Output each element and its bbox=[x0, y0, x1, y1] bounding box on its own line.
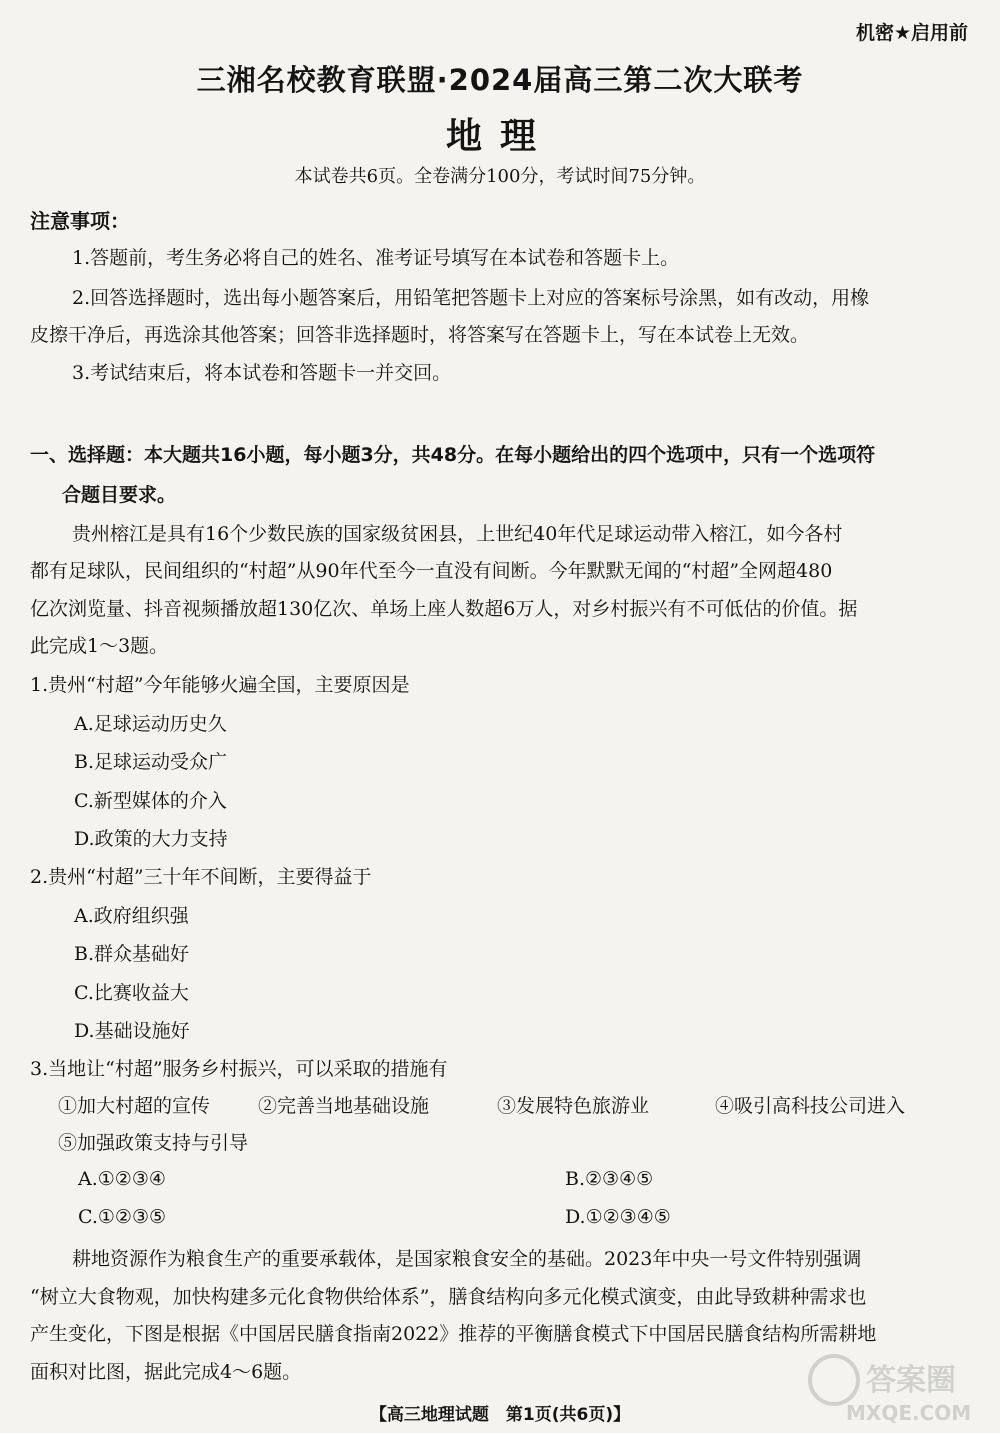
question-1-option-a: A.足球运动历史久 bbox=[74, 713, 227, 735]
question-3-measure-3: ③发展特色旅游业 bbox=[497, 1095, 650, 1117]
exam-info: 本试卷共6页。全卷满分100分，考试时间75分钟。 bbox=[294, 166, 706, 187]
passage-1-line-1: 贵州榕江是具有16个少数民族的国家级贫困县，上世纪40年代足球运动带入榕江，如今各村 bbox=[72, 523, 843, 545]
passage-2-line-1: 耕地资源作为粮食生产的重要承载体，是国家粮食安全的基础。2023年中央一号文件特别强调 bbox=[72, 1248, 862, 1270]
question-3-option-b: B.②③④⑤ bbox=[565, 1168, 654, 1190]
section-heading-line-1: 一、选择题：本大题共16小题，每小题3分，共48分。在每小题给出的四个选项中，只有一个选项符 bbox=[30, 444, 876, 466]
question-2-stem: 2.贵州“村超”三十年不间断，主要得益于 bbox=[30, 866, 372, 888]
section-heading-line-2: 合题目要求。 bbox=[62, 484, 177, 506]
watermark-text: 答案圈 bbox=[866, 1363, 956, 1398]
passage-2-line-4: 面积对比图，据此完成4～6题。 bbox=[30, 1361, 302, 1383]
question-2-option-d: D.基础设施好 bbox=[74, 1020, 190, 1042]
notice-item-3: 3.考试结束后，将本试卷和答题卡一并交回。 bbox=[72, 362, 452, 384]
passage-1-line-4: 此完成1～3题。 bbox=[30, 635, 169, 657]
question-3-measure-1: ①加大村超的宣传 bbox=[58, 1095, 211, 1117]
question-3-stem: 3.当地让“村超”服务乡村振兴，可以采取的措施有 bbox=[30, 1058, 448, 1080]
page-footer: 【高三地理试题 第1页(共6页)】 bbox=[369, 1405, 631, 1425]
confidential-mark: 机密★启用前 bbox=[855, 22, 968, 44]
exam-title: 三湘名校教育联盟·2024届高三第二次大联考 bbox=[196, 63, 804, 97]
question-1-option-c: C.新型媒体的介入 bbox=[74, 790, 227, 812]
question-2-option-a: A.政府组织强 bbox=[74, 905, 189, 927]
question-2-option-c: C.比赛收益大 bbox=[74, 982, 189, 1004]
watermark-url: MXQE.COM bbox=[846, 1401, 972, 1425]
question-2-option-b: B.群众基础好 bbox=[74, 943, 190, 965]
question-1-option-d: D.政策的大力支持 bbox=[74, 828, 228, 850]
passage-1-line-2: 都有足球队，民间组织的“村超”从90年代至今一直没有间断。今年默默无闻的“村超”全网超480 bbox=[30, 560, 833, 582]
passage-2-line-2: “树立大食物观，加快构建多元化食物供给体系”，膳食结构向多元化模式演变，由此导致耕种需求也 bbox=[30, 1286, 867, 1308]
notice-item-2-line-1: 2.回答选择题时，选出每小题答案后，用铅笔把答题卡上对应的答案标号涂黑，如有改动，用橡 bbox=[72, 287, 870, 309]
question-1-option-b: B.足球运动受众广 bbox=[74, 751, 228, 773]
notice-item-2-line-2: 皮擦干净后，再选涂其他答案；回答非选择题时，将答案写在答题卡上，写在本试卷上无效。 bbox=[30, 324, 810, 346]
subject-title: 地理 bbox=[445, 116, 554, 157]
notice-heading: 注意事项： bbox=[30, 209, 130, 233]
question-3-measure-4: ④吸引高科技公司进入 bbox=[715, 1095, 906, 1117]
watermark-ring-icon bbox=[810, 1356, 858, 1404]
question-3-option-c: C.①②③⑤ bbox=[78, 1206, 167, 1228]
passage-1-line-3: 亿次浏览量、抖音视频播放超130亿次、单场上座人数超6万人，对乡村振兴有不可低估的价值。据 bbox=[30, 598, 858, 620]
question-3-option-d: D.①②③④⑤ bbox=[565, 1206, 671, 1228]
notice-item-1: 1.答题前，考生务必将自己的姓名、准考证号填写在本试卷和答题卡上。 bbox=[72, 247, 680, 269]
question-3-option-a: A.①②③④ bbox=[78, 1168, 166, 1190]
passage-2-line-3: 产生变化，下图是根据《中国居民膳食指南2022》推荐的平衡膳食模式下中国居民膳食结构所需耕地 bbox=[30, 1323, 877, 1345]
question-1-stem: 1.贵州“村超”今年能够火遍全国，主要原因是 bbox=[30, 674, 410, 696]
question-3-measure-2: ②完善当地基础设施 bbox=[258, 1095, 430, 1117]
question-3-measure-5: ⑤加强政策支持与引导 bbox=[58, 1132, 249, 1154]
